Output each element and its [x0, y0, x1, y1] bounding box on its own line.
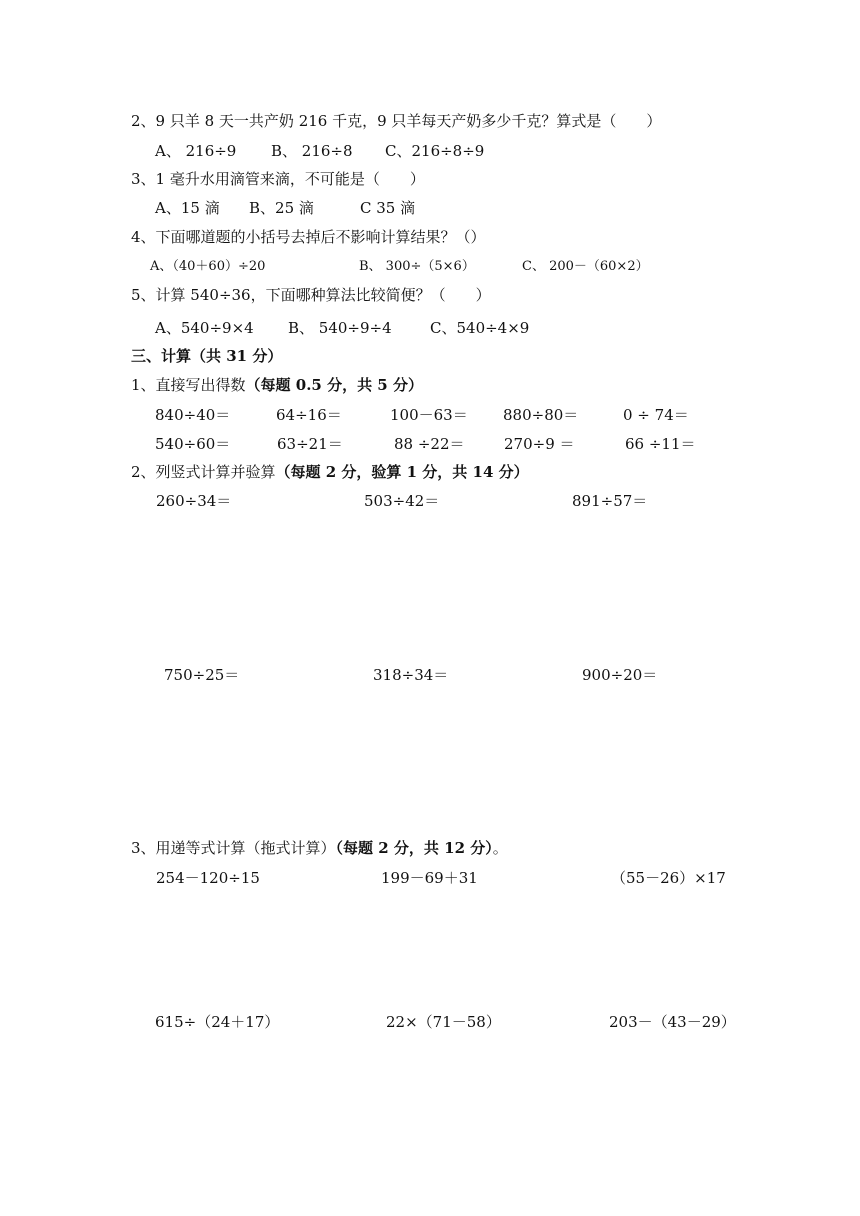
p2-r1-c1: 260÷34＝ [156, 492, 232, 510]
p3-heading [131, 838, 508, 858]
p3-r2-c1: 615÷（24＋17） [155, 1013, 280, 1031]
q3-option-b: B、25 滴 [249, 199, 314, 217]
p1-prefix: 1、直接写出得数 [131, 376, 246, 394]
p3-r2-c2: 22×（71－58） [386, 1013, 501, 1031]
q2-option-b: B、 216÷8 [271, 142, 353, 160]
q5-stem: 5、计算 540÷36，下面哪种算法比较简便？（ ） [131, 286, 491, 304]
p2-r2-c1: 750÷25＝ [164, 666, 240, 684]
p1-r2-c5: 66 ÷11＝ [625, 435, 696, 453]
p2-r1-c2: 503÷42＝ [364, 492, 440, 510]
p1-r1-c5: 0 ÷ 74＝ [623, 406, 689, 424]
p2-r1-c3: 891÷57＝ [572, 492, 648, 510]
p3-suffix: 。 [492, 839, 508, 857]
p3-note: （每题 2 分，共 12 分） [335, 839, 493, 857]
q4-option-c: C、 200－（60×2） [522, 259, 649, 274]
p1-r2-c2: 63÷21＝ [277, 435, 343, 453]
p1-r2-c3: 88 ÷22＝ [394, 435, 465, 453]
p1-heading [131, 375, 423, 395]
q3-stem: 3、1 毫升水用滴管来滴，不可能是（ ） [131, 170, 425, 188]
q4-stem: 4、下面哪道题的小括号去掉后不影响计算结果？（） [131, 228, 486, 246]
section3-title: 三、计算（共 31 分） [131, 347, 283, 365]
p2-prefix: 2、列竖式计算并验算 [131, 463, 276, 481]
q5-option-a: A、540÷9×4 [155, 319, 254, 337]
p3-r1-c1: 254－120÷15 [156, 869, 260, 887]
q5-option-c: C、540÷4×9 [430, 319, 530, 337]
p2-r2-c3: 900÷20＝ [582, 666, 658, 684]
p2-r2-c2: 318÷34＝ [373, 666, 449, 684]
q2-option-a: A、 216÷9 [155, 142, 237, 160]
p2-heading [131, 462, 529, 482]
q3-option-a: A、15 滴 [155, 199, 220, 217]
q5-option-b: B、 540÷9÷4 [288, 319, 392, 337]
p1-r2-c1: 540÷60＝ [155, 435, 231, 453]
p1-r1-c1: 840÷40＝ [155, 406, 231, 424]
p2-note: （每题 2 分，验算 1 分，共 14 分） [275, 463, 529, 481]
q2-stem: 2、9 只羊 8 天一共产奶 216 千克，9 只羊每天产奶多少千克？算式是（ ） [131, 112, 662, 130]
q3-option-c: C 35 滴 [360, 199, 416, 217]
p1-r1-c2: 64÷16＝ [276, 406, 342, 424]
q4-option-a: A、（40＋60）÷20 [150, 259, 266, 274]
p3-r1-c2: 199－69＋31 [381, 869, 478, 887]
p1-r1-c3: 100－63＝ [390, 406, 468, 424]
p3-r1-c3: （55－26）×17 [611, 869, 726, 887]
p1-r2-c4: 270÷9 ＝ [504, 435, 575, 453]
p1-note: （每题 0.5 分，共 5 分） [245, 376, 423, 394]
q2-option-c: C、216÷8÷9 [385, 142, 485, 160]
q4-option-b: B、 300÷（5×6） [359, 259, 475, 274]
p1-r1-c4: 880÷80＝ [503, 406, 579, 424]
p3-prefix: 3、用递等式计算（拖式计算） [131, 839, 336, 857]
p3-r2-c3: 203－（43－29） [609, 1013, 736, 1031]
